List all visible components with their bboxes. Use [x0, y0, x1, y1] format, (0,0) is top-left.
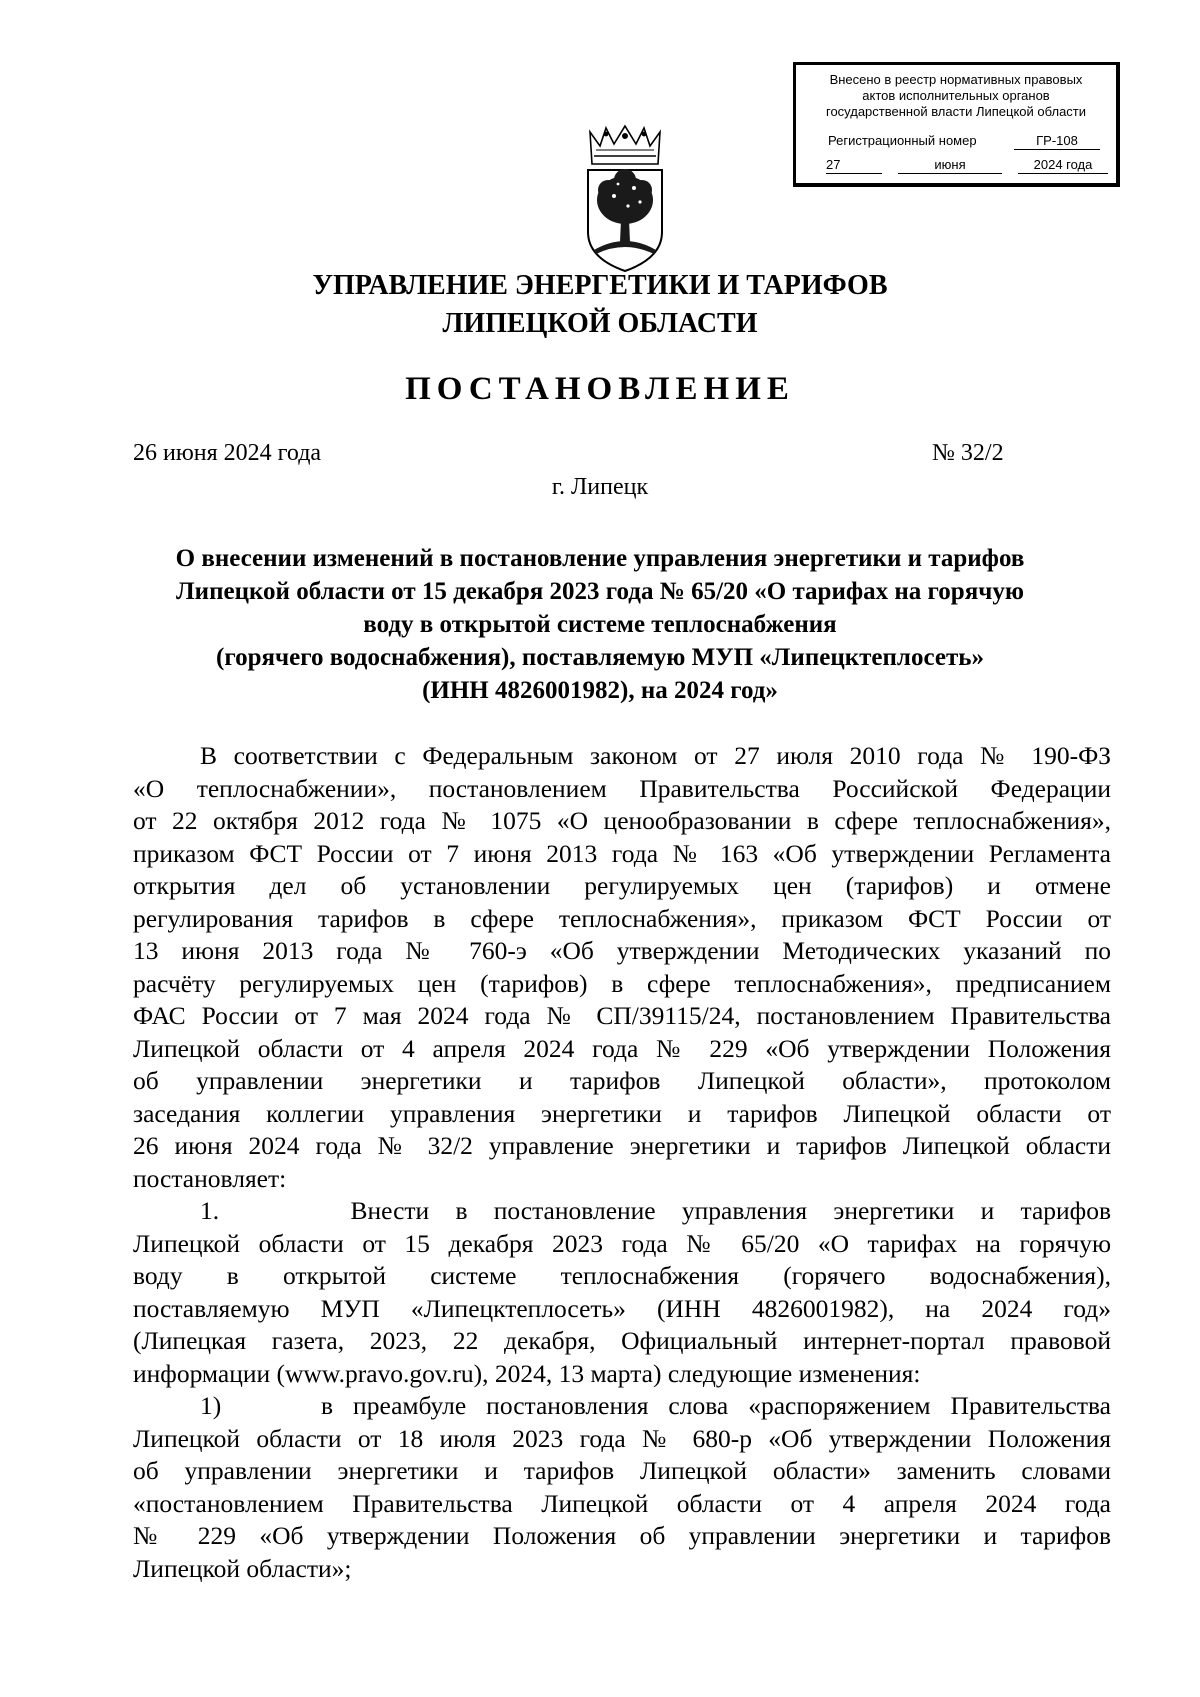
organization-name-line-2: ЛИПЕЦКОЙ ОБЛАСТИ: [442, 308, 758, 339]
document-number: № 32/2: [932, 440, 1004, 466]
stamp-year: 2024 года: [1018, 157, 1108, 174]
preamble-line: от 22 октября 2012 года № 1075 «О ценообразовании в сфере теплоснабжения»,: [133, 806, 1111, 835]
subitem-1-line: 1) в преамбуле постановления слова «распоряжением Правительства: [200, 1391, 1111, 1420]
subitem-1-line: об управлении энергетики и тарифов Липецкой области» заменить словами: [133, 1456, 1111, 1485]
document-title-line: (горячего водоснабжения), поставляемую МУП «Липецктеплосеть»: [216, 644, 984, 671]
stamp-line-3: государственной власти Липецкой области: [825, 104, 1087, 119]
preamble-line: заседания коллегии управления энергетики и тарифов Липецкой области от: [133, 1098, 1111, 1128]
stamp-line-2: актов исполнительных органов: [862, 88, 1050, 103]
document-date: 26 июня 2024 года: [133, 440, 322, 466]
preamble-line: 13 июня 2013 года № 760-э «Об утверждении Методических указаний по: [133, 936, 1111, 965]
item-1-line: воду в открытой системе теплоснабжения (горячего водоснабжения),: [133, 1261, 1111, 1290]
document-title-line: О внесении изменений в постановление управления энергетики и тарифов: [175, 545, 1025, 572]
document-title-line: воду в открытой системе теплоснабжения: [363, 611, 837, 638]
item-1-line: 1. Внести в постановление управления энергетики и тарифов: [200, 1196, 1111, 1225]
stamp-reg-number: ГР-108: [1014, 133, 1100, 150]
organization-name-line-1: УПРАВЛЕНИЕ ЭНЕРГЕТИКИ И ТАРИФОВ: [312, 270, 888, 301]
preamble-line: об управлении энергетики и тарифов Липецкой области», протоколом: [133, 1066, 1111, 1095]
preamble-line: Липецкой области от 4 апреля 2024 года № 229 «Об утверждении Положения: [133, 1033, 1111, 1063]
preamble-line: регулирования тарифов в сфере теплоснабжения», приказом ФСТ России от: [133, 903, 1111, 933]
preamble-line: ФАС России от 7 мая 2024 года № СП/39115/24, постановлением Правительства: [133, 1001, 1111, 1030]
item-1-line: (Липецкая газета, 2023, 22 декабря, Официальный интернет-портал правовой: [133, 1326, 1111, 1355]
document-body: [133, 740, 1111, 1585]
subitem-1-line: Липецкой области от 18 июля 2023 года № 680-р «Об утверждении Положения: [133, 1423, 1111, 1453]
preamble-line: приказом ФСТ России от 7 июня 2013 года № 163 «Об утверждении Регламента: [133, 838, 1111, 868]
preamble-line: открытия дел об установлении регулируемых цен (тарифов) и отмене: [133, 871, 1111, 900]
preamble-line: В соответствии с Федеральным законом от 27 июля 2010 года № 190-ФЗ: [200, 741, 1111, 770]
stamp-registration-row: [796, 133, 1116, 151]
stamp-month: июня: [898, 157, 1002, 174]
item-1-line: поставляемую МУП «Липецктеплосеть» (ИНН 4826001982), на 2024 год»: [133, 1293, 1111, 1323]
subitem-1-line: № 229 «Об утверждении Положения об управлении энергетики и тарифов: [133, 1521, 1111, 1550]
stamp-line-1: Внесено в реестр нормативных правовых: [829, 72, 1083, 87]
subitem-1-line: Липецкой области»;: [133, 1553, 352, 1583]
preamble-line: «О теплоснабжении», постановлением Правительства Российской Федерации: [133, 773, 1111, 803]
coat-of-arms-icon: [584, 124, 666, 274]
item-1-line: Липецкой области от 15 декабря 2023 года № 65/20 «О тарифах на горячую: [133, 1228, 1111, 1258]
document-kind: ПОСТАНОВЛЕНИЕ: [405, 371, 795, 407]
stamp-reg-label: Регистрационный номер: [828, 133, 977, 148]
document-city: г. Липецк: [551, 474, 649, 500]
item-1-line: информации (www.pravo.gov.ru), 2024, 13 марта) следующие изменения:: [133, 1358, 921, 1388]
subitem-1-line: «постановлением Правительства Липецкой области от 4 апреля 2024 года: [133, 1488, 1111, 1518]
registry-stamp: [793, 62, 1120, 187]
document-title-line: Липецкой области от 15 декабря 2023 года № 65/20 «О тарифах на горячую: [176, 578, 1024, 605]
preamble-line: 26 июня 2024 года № 32/2 управление энергетики и тарифов Липецкой области: [133, 1131, 1111, 1160]
preamble-line: постановляет:: [133, 1163, 287, 1193]
document-title-line: (ИНН 4826001982), на 2024 год»: [422, 677, 778, 704]
stamp-day: 27: [826, 157, 882, 174]
preamble-line: расчёту регулируемых цен (тарифов) в сфере теплоснабжения», предписанием: [133, 968, 1111, 998]
stamp-date-row: [796, 157, 1116, 175]
